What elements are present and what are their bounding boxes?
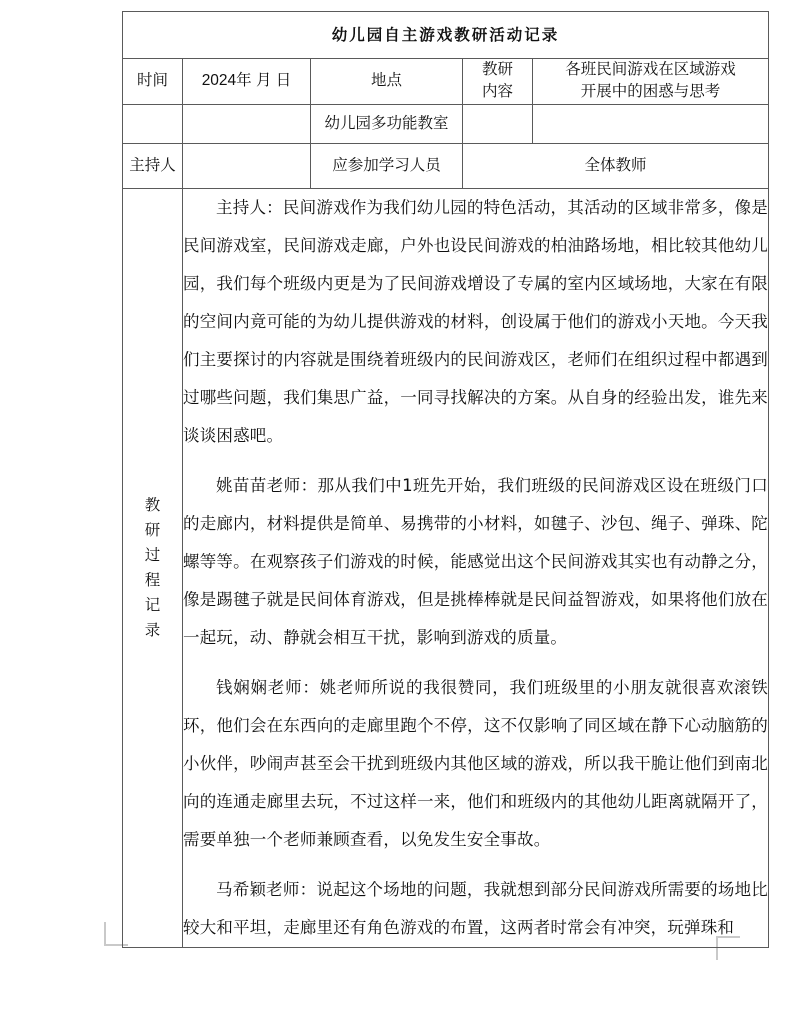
record-paragraph-host: 主持人：民间游戏作为我们幼儿园的特色活动，其活动的区域非常多，像是民间游戏室，民间游戏走廊，户外也设民间游戏的柏油路场地，相比较其他幼儿园，我们每个班级内更是为了民间游戏增设了专属的室内区域场地，大家在有限的空间内竟可能的为幼儿提供游戏的材料，创设属于他们的游戏小天地。今天我们主要探讨的内容就是围绕着班级内的民间游戏区，老师们在组织过程中都遇到过哪些问题，我们集思广益，一同寻找解决的方案。从自身的经验出发，谁先来谈谈困惑吧。 [183, 197, 768, 445]
record-paragraph-teacher-2: 钱娴娴老师：姚老师所说的我很赞同，我们班级里的小朋友就很喜欢滚铁环，他们会在东西向的走廊里跑个不停，这不仅影响了同区域在静下心动脑筋的小伙伴，吵闹声甚至会干扰到班级内其他区域的游戏，所以我干脆让他们到南北向的连通走廊里去玩，不过这样一来，他们和班级内的其他幼儿距离就隔开了，需要单独一个老师兼顾查看，以免发生安全事故。 [183, 677, 768, 849]
process-record-label-char-4: 记 [144, 597, 161, 615]
topic-value-line1: 各班民间游戏在区域游戏 [565, 61, 736, 78]
time-extra-blank-cell[interactable] [123, 104, 183, 143]
attendees-label: 应参加学习人员 [311, 143, 463, 188]
process-record-label-char-0: 教 [144, 496, 161, 514]
topic-value-continuation-cell[interactable] [533, 104, 769, 143]
place-label: 地点 [311, 59, 463, 105]
process-record-body[interactable] [183, 188, 769, 947]
table-row-title [123, 12, 769, 59]
process-record-label-char-5: 录 [144, 622, 161, 640]
record-paragraph-teacher-3: 马希颖老师：说起这个场地的问题，我就想到部分民间游戏所需要的场地比较大和平坦，走廊里还有角色游戏的布置，这两者时常会有冲突，玩弹珠和 [183, 879, 768, 937]
topic-label-continuation-cell[interactable] [463, 104, 533, 143]
process-record-label [123, 188, 183, 947]
topic-label-line2: 内容 [481, 83, 513, 101]
host-label: 主持人 [123, 143, 183, 188]
host-value[interactable] [183, 143, 311, 188]
table-row-time-place-topic [123, 59, 769, 105]
table-row-process-record [123, 188, 769, 947]
time-value-continuation-cell[interactable] [183, 104, 311, 143]
table-row-host-attendees [123, 143, 769, 188]
topic-label [463, 59, 533, 105]
topic-value-line2: 开展中的困惑与思考 [580, 83, 721, 101]
time-value[interactable]: 2024年 月 日 [183, 59, 311, 105]
topic-value[interactable] [533, 59, 769, 105]
time-label: 时间 [123, 59, 183, 105]
record-paragraph-teacher-1: 姚苗苗老师：那从我们中1班先开始，我们班级的民间游戏区设在班级门口的走廊内，材料提供是简单、易携带的小材料，如毽子、沙包、绳子、弹珠、陀螺等等。在观察孩子们游戏的时候，能感觉出这个民间游戏其实也有动静之分，像是踢毽子就是民间体育游戏，但是挑棒棒就是民间益智游戏，如果将他们放在一起玩，动、静就会相互干扰，影响到游戏的质量。 [183, 475, 768, 647]
attendees-value[interactable]: 全体教师 [463, 143, 769, 188]
process-record-label-char-2: 过 [144, 546, 161, 564]
process-record-label-char-3: 程 [144, 571, 161, 589]
process-record-text [183, 189, 768, 947]
page-title: 幼儿园自主游戏教研活动记录 [123, 12, 769, 59]
process-record-label-char-1: 研 [144, 521, 161, 539]
meeting-record-table [122, 11, 769, 948]
venue-value[interactable]: 幼儿园多功能教室 [311, 104, 463, 143]
topic-label-line1: 教研 [481, 61, 513, 78]
table-row-venue [123, 104, 769, 143]
process-record-label-vertical [123, 493, 182, 644]
